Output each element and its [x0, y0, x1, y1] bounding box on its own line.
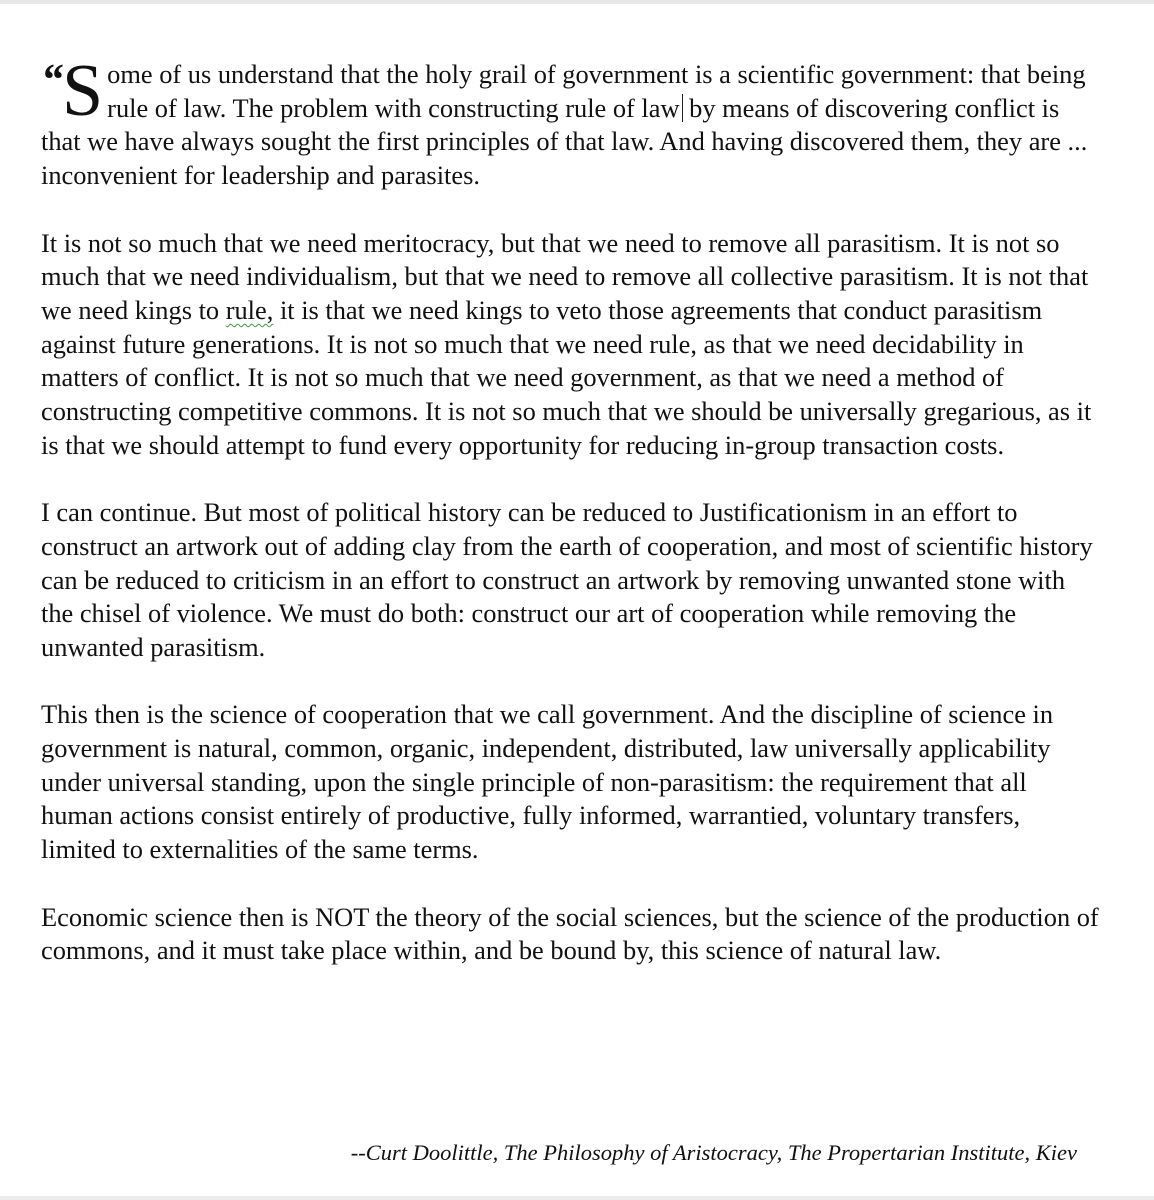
paragraph-5: Economic science then is NOT the theory of the social sciences, but the science of the production of commons, and it must take place within, and be bound by, this science of natural law.: [41, 901, 1099, 966]
drop-cap-letter: S: [62, 50, 104, 132]
grammar-flagged-word[interactable]: rule,: [225, 294, 274, 325]
paragraph-2-text-a: It is not so much that we need meritocracy, but that we need to remove all parasitism. It is not so much that we need individualism, but that we need to remove all collective parasitism. It is not that we need kings to: [41, 227, 1089, 325]
paragraph-1-text-a: ome of us understand that the holy grail of government is a scientific government: that being rule of law. The problem with constructing rule of law: [107, 59, 1086, 123]
page-top-edge: [0, 0, 1154, 4]
page-bottom-edge: [0, 1196, 1154, 1200]
paragraph-2-text-b: it is that we need kings to veto those agreements that conduct parasitism against future generations. It is not so much that we need rule, as that we need decidability in matters of conflict. It is not so much that we need government, as that we need a method of constructing competitive commons. It is not so much that we should be universally gregarious, as it is that we should attempt to fund every opportunity for reducing in-group transaction costs.: [41, 294, 1092, 460]
quote-body[interactable]: [41, 50, 1101, 968]
paragraph-3: I can continue. But most of political history can be reduced to Justificationism in an effort to construct an artwork out of adding clay from the earth of cooperation, and most of scientific history can be reduced to criticism in an effort to construct an artwork by removing unwanted stone with the chisel of violence. We must do both: construct our art of cooperation while removing the unwanted parasitism.: [41, 497, 1093, 662]
paragraph-2: [41, 227, 1101, 463]
paragraph-1-text-b: by means of discovering conflict is that we have always sought the first principles of that law. And having discovered them, they are ... inconvenient for leadership and parasites.: [41, 92, 1088, 191]
paragraph-1: [41, 50, 1101, 193]
paragraph-4: This then is the science of cooperation that we call government. And the discipline of science in government is natural, common, organic, independent, distributed, law universally applicability under universal standing, upon the single principle of non-parasitism: the requirement that all human actions consist entirely of productive, fully informed, warrantied, voluntary transfers, limited to externalities of the same terms.: [41, 699, 1054, 865]
attribution-line: --Curt Doolittle, The Philosophy of Aristocracy, The Propertarian Institute, Kiev: [350, 1140, 1077, 1165]
opening-quote-mark: “: [41, 55, 63, 104]
